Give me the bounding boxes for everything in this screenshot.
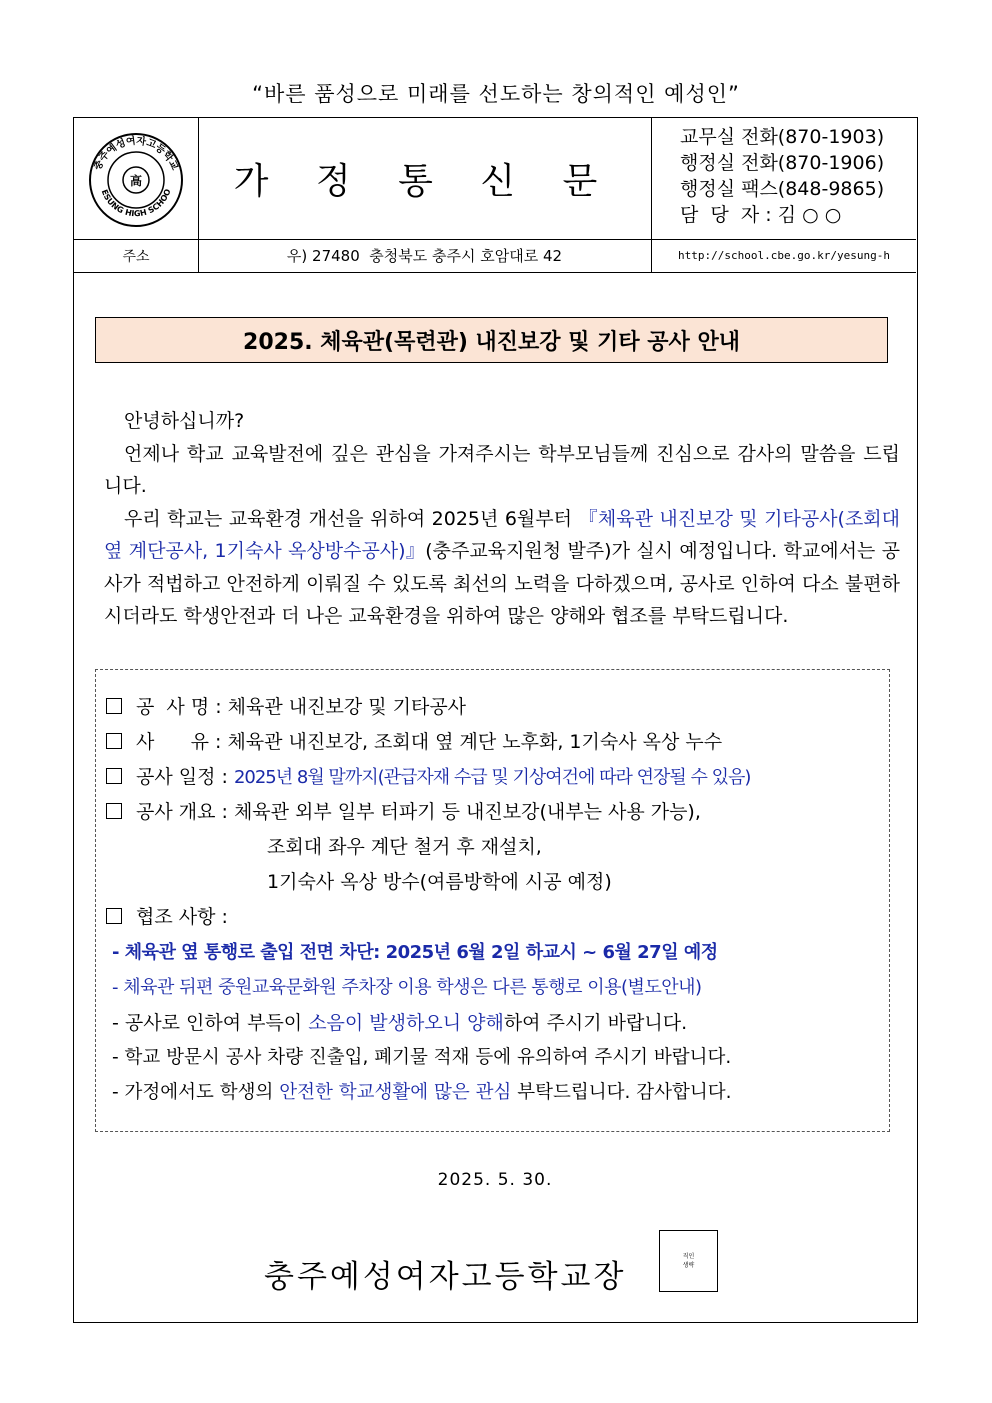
contact-line: 담 당 자 : 김 ○ ○ (680, 204, 842, 226)
newsletter-header (74, 118, 916, 240)
checkbox-square-icon (106, 768, 122, 784)
coop-item-parking: - 체육관 뒤편 중원교육문화원 주차장 이용 학생은 다른 통행로 이용(별도안내) (112, 977, 702, 998)
coop-item-visit: - 학교 방문시 공사 차량 진출입, 폐기물 적재 등에 유의하여 주시기 바랍니다. (112, 1047, 732, 1068)
address-value: 우) 27480 충청북도 충주시 호암대로 42 (198, 239, 652, 272)
checkbox-square-icon (106, 803, 122, 819)
schedule-value: 2025년 8월 말까지(관급자재 수급 및 기상여건에 따라 연장될 수 있음) (233, 767, 751, 788)
notice-title: 2025. 체육관(목련관) 내진보강 및 기타 공사 안내 (95, 317, 888, 363)
svg-text:YESUNG HIGH SCHOOL (74, 118, 173, 218)
newsletter-frame (73, 117, 918, 1323)
seal-box (659, 1230, 718, 1292)
contact-line: 행정실 전화(870-1906) (680, 152, 885, 174)
address-label: 주소 (74, 239, 199, 272)
contact-line: 행정실 팩스(848-9865) (680, 178, 885, 200)
detail-project-name: 공 사 명 : 체육관 내진보강 및 기타공사 (106, 692, 466, 719)
school-emblem-icon (74, 118, 198, 239)
paragraph-announcement: 우리 학교는 교육환경 개선을 위하여 2025년 6월부터 『체육관 내진보강 및 기타공사(조회대 옆 계단공사, 1기숙사 옥상방수공사)』(충주교육지원청 발주)가 실시 예정입니다. 학교에서는 공사가 적법하고 안전하게 이뤄질 수 있도록 최선의 노력을 다하겠으며, 공사로 인하여 다소 불편하시더라도 학생안전과 더 나은 교육환경을 위하여 많은 양해와 협조를 부탁드립니다. (104, 507, 901, 627)
newsletter-title: 가 정 통 신 문 (198, 118, 652, 239)
issue-date: 2025. 5. 30. (437, 1170, 553, 1190)
emblem-bottom-text: ESUNG HIGH SCHOO (99, 187, 173, 219)
paragraph-thanks: 언제나 학교 교육발전에 깊은 관심을 가져주시는 학부모님들께 진심으로 감사의 말씀을 드립니다. (104, 442, 900, 497)
detail-reason: 사 유 : 체육관 내진보강, 조회대 옆 계단 노후화, 1기숙사 옥상 누수 (106, 727, 722, 754)
school-motto: “바른 품성으로 미래를 선도하는 창의적인 예성인” (252, 82, 740, 106)
detail-overview: 공사 개요 : 체육관 외부 일부 터파기 등 내진보강(내부는 사용 가능), (106, 797, 701, 824)
coop-item-access-blocked: - 체육관 옆 통행로 출입 전면 차단: 2025년 6월 2일 하교시 ~ 6월 27일 예정 (112, 942, 718, 963)
coop-item-noise: - 공사로 인하여 부득이 소음이 발생하오니 양해하여 주시기 바랍니다. (112, 1012, 688, 1034)
checkbox-square-icon (106, 698, 122, 714)
checkbox-square-icon (106, 733, 122, 749)
emblem-top-text: 충주예성여자고등학교 (92, 135, 180, 173)
checkbox-square-icon (106, 908, 122, 924)
contact-info (652, 124, 916, 228)
project-name-emphasis: 『체육관 내진보강 및 기타공사(조회대 옆 계단공사, 1기숙사 옥상방수공사)』 (104, 507, 901, 562)
emblem-center-char: 高 (129, 174, 143, 188)
principal-signature: 충주예성여자고등학교장 (264, 1259, 627, 1295)
seal-line: 생략 (682, 1262, 695, 1269)
greeting: 안녕하십니까? (124, 410, 245, 432)
overview-line: 조회대 좌우 계단 철거 후 재설치, (267, 836, 542, 858)
coop-item-safety: - 가정에서도 학생의 안전한 학교생활에 많은 관심 부탁드립니다. 감사합니다. (112, 1082, 732, 1103)
seal-line: 직인 (682, 1253, 695, 1260)
logo-cell (74, 118, 199, 239)
detail-cooperation: 협조 사항 : (106, 902, 228, 929)
address-row (74, 239, 916, 273)
school-url[interactable]: http://school.cbe.go.kr/yesung-h (678, 249, 890, 262)
details-box (95, 669, 890, 1132)
detail-schedule: 공사 일정 : 2025년 8월 말까지(관급자재 수급 및 기상여건에 따라 연장될 수 있음) (106, 762, 750, 789)
notice-body (104, 405, 900, 633)
contact-line: 교무실 전화(870-1903) (680, 126, 885, 148)
overview-line: 1기숙사 옥상 방수(여름방학에 시공 예정) (267, 871, 612, 893)
